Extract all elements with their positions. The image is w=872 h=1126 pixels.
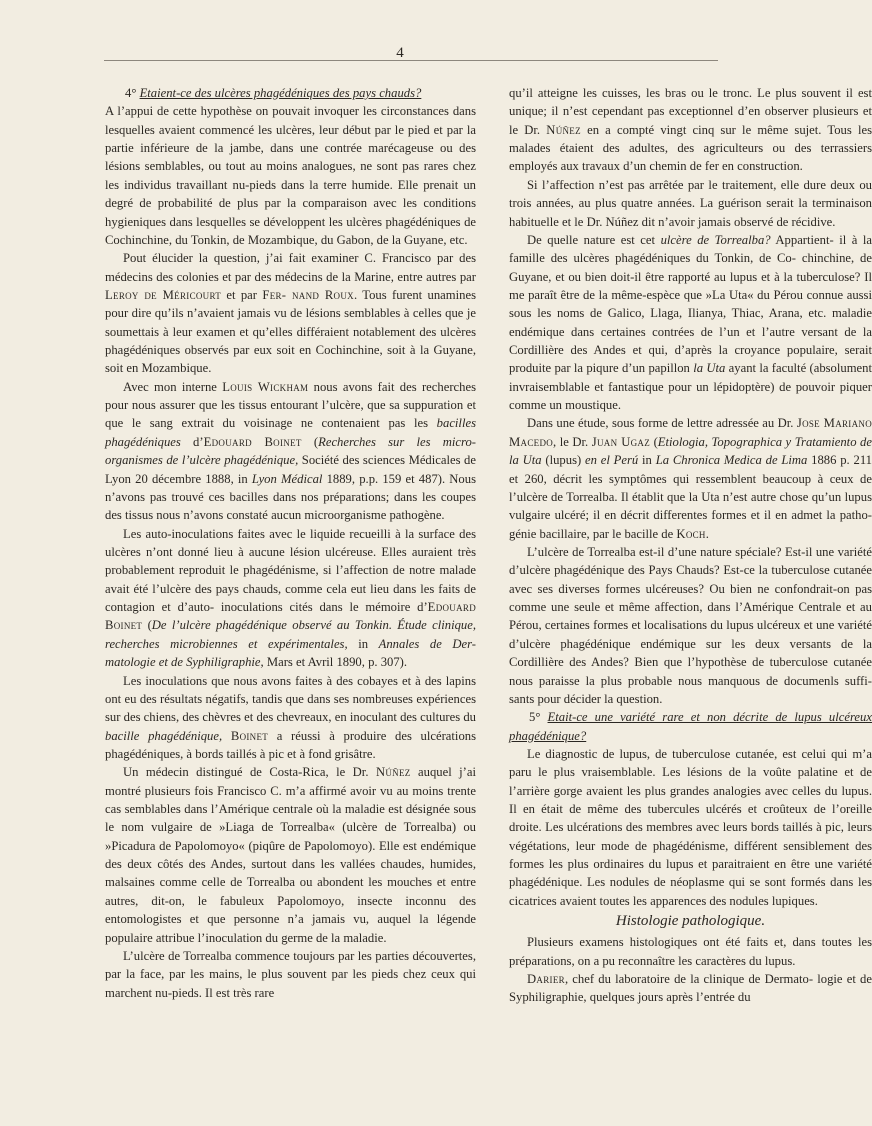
citation-title: Etiologia, Topographica y Tratamiento de la Uta [509, 434, 872, 468]
author-name: Koch [676, 526, 706, 541]
journal-name: Annales de Der- matologie et de Syphiligraphie, [105, 636, 477, 670]
paragraph: L’ulcère de Torrealba commence toujours par les parties découvertes, par la face, par les mains, le plus souvent par les pieds chez ceux qui marchent nu-pieds. Il est très rare [105, 948, 476, 1000]
emphasis: en el Perú [585, 453, 639, 468]
header-rule [104, 60, 718, 61]
paragraph: A l’appui de cette hypothèse on pouvait invoquer les circonstances dans lesquelles avaient commencé les ulcères, leur début par le pied et par la partie inférieure de la jambe, dans une contrée marécageuse ou des lésions semblables, ou tout au moins analogues, ne sont pas rares chez les individus travaillant nu-pieds dans la terre humide. Elle prenait un degré de probabilité de plus par la comparaison avec les conditions hygieniques dans lesquelles se développent les ulcères phagédéniques de Cochinchine, du Tonkin, de Mozambique, du Gabon, de la Guyane, etc. [105, 104, 476, 247]
author-name: Edouard Boinet [203, 434, 302, 449]
citation-title: Recherches sur les micro-organismes de l’ulcère phagédénique, [105, 434, 476, 468]
author-name: Leroy de Méricourt [105, 287, 222, 302]
section-title: Etaient-ce des ulcères phagédéniques des pays chauds? [139, 86, 422, 100]
emphasis: la [693, 361, 704, 376]
author-name: Jose Mariano Macedo [509, 416, 872, 449]
histology-heading: Histologie pathologique. [615, 913, 766, 930]
paragraph: Avec mon interne Louis Wickham nous avons fait des recherches pour nous assurer que les tissus entourant l’ulcère, que sa suppuration et que le sang extrait du voisinage ne contenaient pas les bacilles phagédéniques d’Edouard Boinet (Recherches sur les micro-organismes de l’ulcère phagédénique, Société des sciences Médicales de Lyon 20 décembre 1888, in Lyon Médical 1889, p.p. 159 et 487). Nous n’avons pas trouvé ces bacilles dans nos préparations; dans les coupes des tissus nous n’avons constaté aucun microorganisme pathogène. [105, 379, 476, 523]
journal-name: Lyon Médical [251, 471, 323, 486]
paragraph: L’ulcère de Torrealba est-il d’une nature spéciale? Est-il une variété d’ulcère phagédénique des Pays Chauds? Est-ce la tuberculose cutanée avec ses diverses formes ulcéreuses? Ou bien ne confondrait-on pas comme une seule et même affection, dans l’Amérique Centrale et au Pérou, certaines formes et localisations du lupus ulcéreux et une variété d’ulcère phagédénique endémique sur les deux versants de la Cordillière des Andes? Bien que l’hypothèse de tuberculose cutanée nous paraisse la plus probable nous manquous de documenls suffi- sants pour décider la question. [509, 544, 872, 706]
emphasis: bacilles phagédéniques [105, 416, 476, 449]
paragraph: Pout élucider la question, j’ai fait examiner C. Francisco par des médecins des colonies et par des médecins de la Marine, entre autres par Leroy de Méricourt et par Fer- nand Roux. Tous furent unamines pour dire qu’ils n’avaient jamais vu de lésions semblables à celles que je soumettais à leur examen et qu’elles différaient notablement des ulcères phagédéniques observés par eux soit en Cochinchine, soit à la Guyane, soit en Mozambique. [105, 251, 476, 376]
journal-name: La Chronica Medica de Lima [655, 453, 808, 468]
right-column [509, 84, 872, 1007]
section-5-heading [509, 708, 872, 745]
paragraph: Les inoculations que nous avons faites à des cobayes et à des lapins ont eu des résultats négatifs, tandis que dans ses nombreuses expériences sur des chiens, des chèvres et des chevreaux, en inoculant des cultures du bacille phagédénique, Boinet a réussi à produire des ulcérations phagédéniques, à bords taillés à pic et à fond grisâtre. [105, 673, 476, 761]
emphasis: bacille phagédénique, [105, 728, 223, 743]
paragraph: De quelle nature est cet ulcère de Torrealba? Appartient- il à la famille des ulcères phagédéniques du Tonkin, de Co- chinchine, de Guyane, et ou bien doit-il être rapporté au lupus et à la tuberculose? Il me paraît être de la même-espèce que »La Uta« du Pérou connue aussi sous les noms de Galico, Llaga, Ilianya, Thiac, Arana, etc. maladie endémique dans certaines contrées de l’un et l’autre versant de la Cordillière des Andes et qui, d’après la croyance populaire, serait produite par la piqure d’un papillon la Uta ayant la faculté (absolument invraisemblable et fantastique pour un lépidoptère) de pouvoir piquer comme un moustique. [509, 232, 872, 413]
section-title: Etait-ce une variété rare et non décrite de lupus ulcéreux phagédénique? [509, 710, 872, 743]
page-number: 4 [396, 45, 404, 61]
section-number: 4° [125, 86, 137, 100]
paragraph: Dans une étude, sous forme de lettre adressée au Dr. Jose Mariano Macedo, le Dr. Juan Ugaz (Etiologia, Topographica y Tratamiento de la Uta (lupus) en el Perú in La Chronica Medica de Lima 1886 p. 211 et 260, décrit les symptômes qui ressemblent beaucoup à ceux de l’ulcère de Torrealba. Il établit que la Uta n’est autre chose qu’un lupus vulgaire ulcéré; il en décrit differentes formes et il en admet la patho- génie bacillaire, par le bacille de Koch. [509, 416, 872, 541]
section-number: 5° [529, 710, 541, 725]
paragraph: Si l’affection n’est pas arrêtée par le traitement, elle dure deux ou trois années, au plus quatre années. La guérison serait la terminaison habituelle et le Dr. Núñez dit n’avoir jamais observé de récidive. [509, 177, 872, 229]
emphasis: Uta [706, 361, 726, 376]
author-name: Juan Ugaz [591, 434, 651, 449]
author-name: Darier [527, 971, 565, 986]
author-name: Boinet [230, 728, 269, 743]
author-name: Núñez [375, 765, 411, 780]
paragraph: Un médecin distingué de Costa-Rica, le Dr. Núñez auquel j’ai montré plusieurs fois Francisco C. m’a affirmé avoir vu au moins trente cas semblables dans l’Amérique centrale où la maladie est désignée sous le nom vulgaire de »Liaga de Torrealba« (ulcère de Torrealba) ou »Picadura de Papolomoyo« (piqûre de Papolomoyo). Elle est endémique des deux côtés des Andes, surtout dans les vallées chaudes, humides, malsaines comme celle de Torrealba ou abondent les mouches et entre autres, dit-on, le fabuleux Papolomoyo, insecte inconnu des entomologistes et que personne n’a jamais vu, auquel la légende populaire attribue l’inoculation du germe de la maladie. [105, 765, 476, 945]
paragraph: Les auto-inoculations faites avec le liquide recueilli à la surface des ulcères n’ont donné lieu à aucune lésion ulcéreuse. Elles auraient très probablement reproduit le phagédénisme, si l’affection de notre malade avait été l’ulcère des pays chauds, comme cela eut lieu dans les faits de contagion et d’auto- inoculations cités dans le mémoire d’Edouard Boinet (De l’ulcère phagédénique observé au Tonkin. Étude clinique, recherches microbiennes et expérimentales, in Annales de Der- matologie et de Syphiligraphie, Mars et Avril 1890, p. 307). [105, 526, 477, 670]
paragraph: Le diagnostic de lupus, de tuberculose cutanée, est celui qui m’a paru le plus vraisemblable. Les lésions de la voûte palatine et de l’arrière gorge avaient les plus grandes analogies avec celles du lupus. Il en était de même des tubercules ulcérés et croûteux de l’oreille droite. Les ulcérations des membres avec leurs bords taillés à pic, leurs végétations, leur mode de phagédénisme, différent sensiblement des formes les plus ordinaires du lupus et paraitraient en être une variété phagédénique. Les nodules de néoplasme qui se sont formés dans les cicatrices avaient toutes les apparences des nodules lupiques. [509, 746, 872, 908]
paragraph: qu’il atteigne les cuisses, les bras ou le tronc. Le plus souvent il est unique; il n’est cependant pas exceptionnel d’en observer plusieurs et le Dr. Núñez en a compté vingt cinq sur le même sujet. Tous les malades étaient des adultes, des agriculteurs ou des terrassiers employés aux travaux d’un chemin de fer en construction. [509, 86, 872, 174]
section-4-heading [105, 84, 476, 102]
author-name: Louis Wickham [222, 379, 309, 394]
citation-title: De l’ulcère phagédénique observé au Tonkin. Étude clinique, recherches microbiennes et expérimentales, [105, 618, 476, 651]
author-name: Edouard Boinet [105, 600, 476, 633]
paragraph: Darier, chef du laboratoire de la clinique de Dermato- logie et de Syphiligraphie, quelques jours après l’entrée du [509, 971, 872, 1005]
author-name: Fer- nand Roux [262, 287, 354, 302]
author-name: Núñez [546, 122, 581, 137]
left-column [105, 84, 476, 1002]
paragraph: Plusieurs examens histologiques ont été faits et, dans toutes les préparations, on a pu reconnaître les caractères du lupus. [509, 935, 872, 968]
emphasis: ulcère de Torrealba? [660, 232, 771, 247]
